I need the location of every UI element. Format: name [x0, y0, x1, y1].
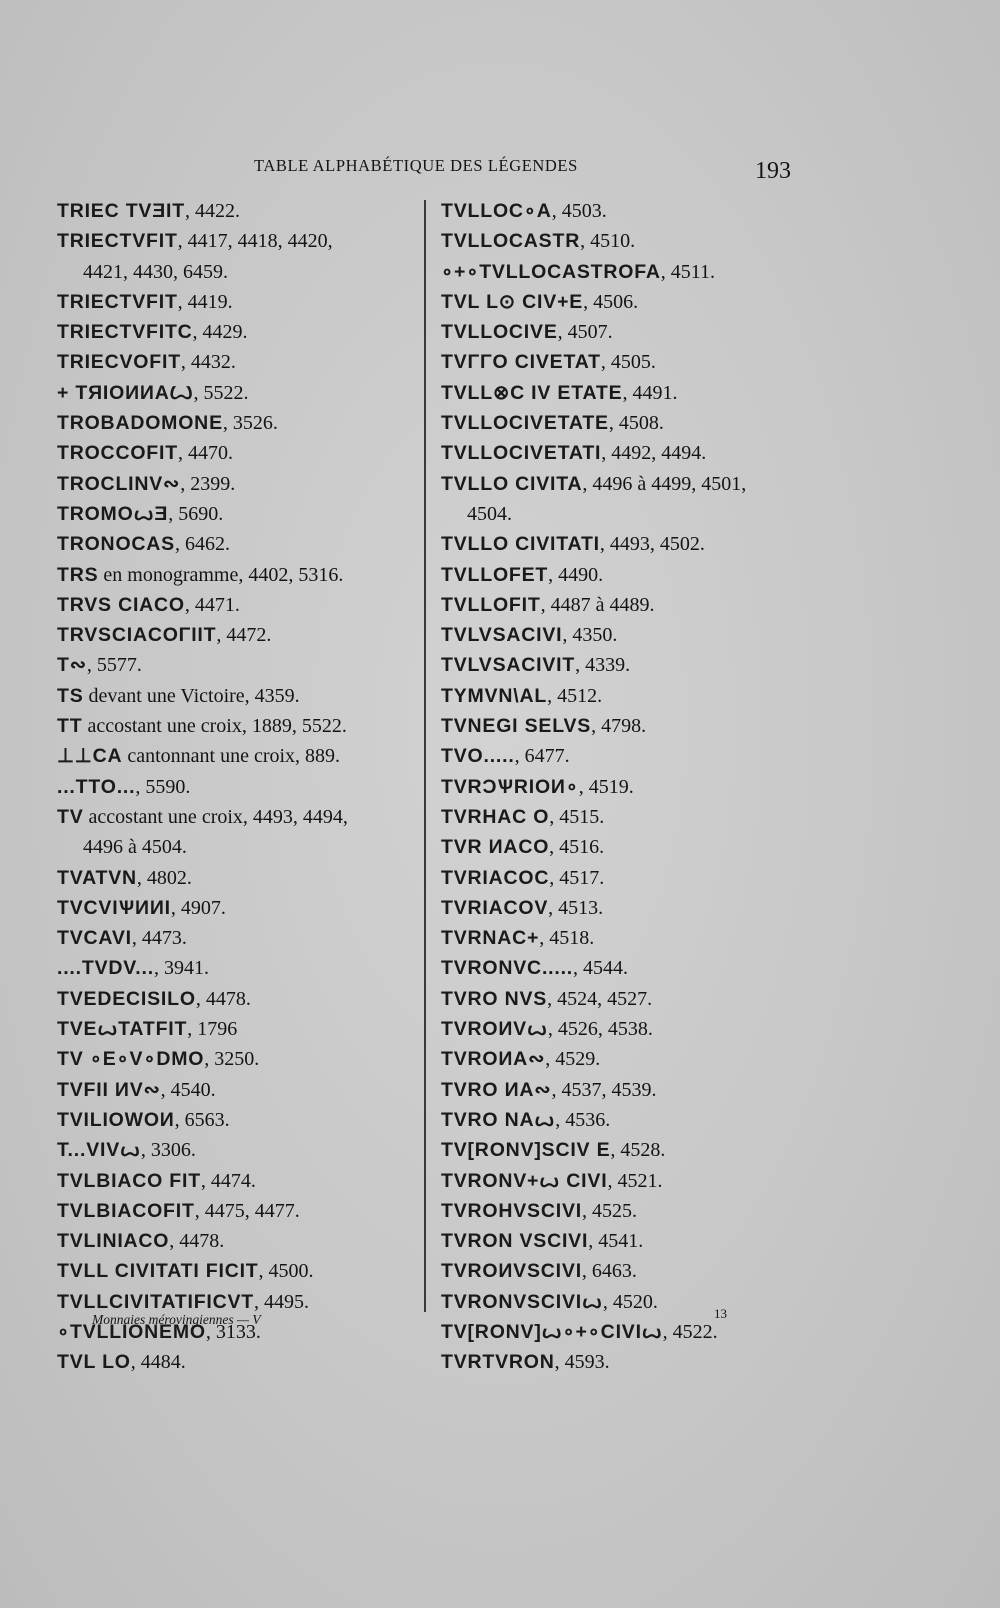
coin-legend: TVLLOCASTR	[441, 230, 581, 253]
index-entry	[441, 529, 821, 559]
entry-references: , 4540.	[160, 1078, 216, 1101]
coin-legend: TVRONVC.....	[441, 957, 574, 980]
index-entry	[441, 832, 821, 862]
coin-legend: TRIECTVFITC	[57, 321, 193, 344]
index-entry	[441, 590, 821, 620]
entry-references: , 5690.	[168, 502, 224, 525]
coin-legend: TVRONV+ꙍ CIVI	[441, 1169, 608, 1192]
entry-references: , 6477.	[514, 745, 570, 768]
printer-signature: Monnaies mérovingiennes — V	[92, 1312, 261, 1327]
entry-references: , 4512.	[547, 684, 603, 707]
coin-legend: ....TVDV...	[57, 957, 154, 980]
index-entry	[441, 923, 821, 953]
column-divider	[424, 200, 426, 1312]
entry-references: , 4505.	[600, 351, 656, 374]
coin-legend: TVRƆѰRIOИ∘	[441, 775, 579, 798]
index-entry	[441, 802, 821, 832]
coin-legend: TVR ИACO	[441, 836, 550, 859]
coin-legend: TVRO NAꙍ	[441, 1108, 556, 1131]
index-entry	[57, 711, 417, 741]
coin-legend: TRVS CIACO	[57, 593, 185, 616]
index-entry	[441, 863, 821, 893]
index-entry	[441, 711, 821, 741]
entry-references: , 4474.	[200, 1169, 256, 1192]
index-entry	[57, 832, 417, 862]
entry-references: , 4507.	[557, 321, 613, 344]
coin-legend: TVLLOCIVETATE	[441, 412, 609, 435]
entry-references: , 3306.	[140, 1139, 196, 1162]
index-entry	[441, 226, 821, 256]
index-entry	[441, 347, 821, 377]
signature-number: 13	[714, 1306, 727, 1321]
entry-references: , 4524, 4527.	[547, 987, 653, 1010]
entry-references: , 4422.	[184, 200, 240, 222]
entry-references: , 4473.	[131, 927, 187, 950]
index-entry	[57, 1256, 417, 1286]
coin-legend: ∘TVLLIONEMO	[57, 1320, 206, 1343]
entry-references: , 4521.	[607, 1169, 663, 1192]
entry-references: , 3250.	[204, 1048, 260, 1071]
coin-legend: TYMVN\AL	[441, 684, 548, 707]
coin-legend: TVRTVRON	[441, 1351, 555, 1374]
coin-legend: TV ∘E∘V∘DMO	[57, 1048, 205, 1071]
entry-references: cantonnant une croix, 889.	[122, 745, 341, 768]
coin-legend: TVO.....	[441, 745, 515, 768]
entry-references: , 4907.	[170, 896, 226, 919]
coin-legend: TVLVSACIVIT	[441, 654, 576, 677]
index-entry	[57, 741, 417, 771]
index-entry	[57, 317, 417, 347]
index-entry	[57, 923, 417, 953]
coin-legend: TRONOCAS	[57, 533, 175, 556]
coin-legend: TVLL CIVITATI FICIT	[57, 1260, 259, 1283]
index-entry	[57, 802, 417, 832]
entry-references: , 4511.	[660, 260, 716, 283]
entry-references: , 4472.	[216, 624, 272, 647]
coin-legend: TVRO NVS	[441, 987, 548, 1010]
entry-references: , 4350.	[562, 624, 618, 647]
entry-references: , 4516.	[549, 836, 605, 859]
coin-legend: TRIECTVFIT	[57, 290, 178, 313]
index-entry	[441, 1166, 821, 1196]
entry-references: accostant une croix, 4493, 4494,	[83, 805, 348, 828]
entry-references: , 4487 à 4489.	[540, 593, 655, 616]
index-entry	[57, 1347, 417, 1377]
coin-legend: ⊥⊥CA	[57, 745, 123, 768]
index-entry	[441, 408, 821, 438]
coin-legend: TS	[57, 684, 84, 707]
coin-legend: TVRHAC O	[441, 805, 550, 828]
entry-references: , 1796	[187, 1018, 238, 1041]
entry-references: , 4537, 4539.	[551, 1078, 657, 1101]
index-entry	[441, 650, 821, 680]
coin-legend: TRS	[57, 563, 99, 586]
coin-legend: TVLL⊗C IV ETATE	[441, 381, 623, 404]
index-entry	[441, 893, 821, 923]
index-entry	[441, 378, 821, 408]
coin-legend: TROCLINV∾	[57, 472, 181, 495]
index-entry	[57, 499, 417, 529]
index-entry	[441, 1075, 821, 1105]
entry-continuation: 4496 à 4504.	[83, 836, 187, 859]
entry-references: , 5522.	[193, 381, 249, 404]
index-entry	[441, 741, 821, 771]
entry-references: , 4541.	[588, 1230, 644, 1253]
entry-references: , 6563.	[174, 1108, 230, 1131]
coin-legend: + TЯIOИИAꙌ	[57, 381, 194, 404]
page-number: 193	[755, 158, 791, 184]
entry-references: , 4506.	[583, 290, 639, 313]
entry-references: , 4593.	[554, 1351, 610, 1374]
coin-legend: TROBADOMONE	[57, 412, 223, 435]
entry-references: , 4544.	[573, 957, 629, 980]
index-entry	[441, 1044, 821, 1074]
entry-references: , 4519.	[578, 775, 634, 798]
index-entry	[57, 1135, 417, 1165]
coin-legend: TROCCOFIT	[57, 442, 178, 465]
index-entry	[441, 620, 821, 650]
coin-legend: TVRIACOC	[441, 866, 550, 889]
coin-legend: TVEDECISILO	[57, 987, 196, 1010]
entry-references: , 4470.	[177, 442, 233, 465]
index-entry	[441, 469, 821, 499]
entry-references: devant une Victoire, 4359.	[83, 684, 300, 707]
index-entry	[441, 1287, 821, 1317]
coin-legend: TRVSCIACOΓIIT	[57, 624, 217, 647]
coin-legend: TVLLOFET	[441, 563, 549, 586]
entry-references: , 4802.	[136, 866, 192, 889]
coin-legend: TVLLCIVITATIFICVT	[57, 1290, 255, 1313]
coin-legend: TVROHVSCIVI	[441, 1199, 582, 1222]
index-entry	[57, 287, 417, 317]
coin-legend: TRIECVOFIT	[57, 351, 181, 374]
index-entry	[441, 1135, 821, 1165]
entry-references: , 4496 à 4499, 4501,	[582, 472, 747, 495]
index-entry	[57, 560, 417, 590]
coin-legend: TVLLOCIVE	[441, 321, 558, 344]
entry-references: , 4515.	[549, 805, 605, 828]
entry-references: , 4526, 4538.	[547, 1018, 653, 1041]
index-entry	[57, 953, 417, 983]
entry-references: , 4529.	[545, 1048, 601, 1071]
coin-legend: TVLLO CIVITA	[441, 472, 583, 495]
entry-references: , 6462.	[174, 533, 230, 556]
index-entry	[57, 196, 417, 226]
entry-references: , 6463.	[581, 1260, 637, 1283]
coin-legend: TV	[57, 805, 84, 828]
entry-references: , 4417, 4418, 4420,	[177, 230, 333, 253]
index-entry	[441, 772, 821, 802]
entry-references: , 2399.	[180, 472, 236, 495]
coin-legend: TVRNAC+	[441, 927, 540, 950]
coin-legend: ...TTO...	[57, 775, 136, 798]
index-entry	[57, 1105, 417, 1135]
entry-references: , 5577.	[86, 654, 142, 677]
entry-references: , 4508.	[608, 412, 664, 435]
coin-legend: TVL L⊙ CIV+E	[441, 290, 584, 313]
coin-legend: TVLBIACO FIT	[57, 1169, 201, 1192]
coin-legend: TVILIOWOИ	[57, 1108, 175, 1131]
entry-references: , 4419.	[177, 290, 233, 313]
coin-legend: TROMOꙍƎ	[57, 502, 169, 525]
index-entry	[441, 681, 821, 711]
entry-references: , 4478.	[169, 1230, 225, 1253]
entry-references: , 4500.	[258, 1260, 314, 1283]
index-entry	[57, 469, 417, 499]
index-entry	[57, 1226, 417, 1256]
index-entry	[441, 1196, 821, 1226]
index-entry	[57, 681, 417, 711]
index-entry	[441, 560, 821, 590]
entry-continuation: 4421, 4430, 6459.	[83, 260, 228, 283]
coin-legend: TVROИVSCIVI	[441, 1260, 582, 1283]
index-entry	[441, 1226, 821, 1256]
entry-references: , 4432.	[180, 351, 236, 374]
index-entry	[441, 1105, 821, 1135]
index-entry	[441, 257, 821, 287]
index-entry	[441, 1317, 821, 1347]
index-entry	[441, 317, 821, 347]
index-entry	[441, 1347, 821, 1377]
index-entry	[57, 438, 417, 468]
entry-continuation: 4504.	[467, 502, 512, 525]
coin-legend: TVRON VSCIVI	[441, 1230, 589, 1253]
index-entry	[57, 408, 417, 438]
entry-references: , 4490.	[548, 563, 604, 586]
running-head: TABLE ALPHABÉTIQUE DES LÉGENDES	[254, 156, 578, 175]
index-entry	[57, 984, 417, 1014]
entry-references: , 4518.	[539, 927, 595, 950]
index-entry	[441, 984, 821, 1014]
coin-legend: TRIECTVFIT	[57, 230, 178, 253]
coin-legend: TVCAVI	[57, 927, 132, 950]
index-entry	[57, 1166, 417, 1196]
index-entry	[57, 226, 417, 256]
entry-references: , 4520.	[602, 1290, 658, 1313]
coin-legend: TVCVIѰИИI	[57, 896, 171, 919]
coin-legend: TVROИVꙍ	[441, 1018, 548, 1041]
coin-legend: TVRONVSCIVIꙍ	[441, 1290, 603, 1313]
entry-references: , 3941.	[153, 957, 209, 980]
index-entry	[57, 378, 417, 408]
entry-references: , 4517.	[549, 866, 605, 889]
entry-references: , 4339.	[575, 654, 631, 677]
coin-legend: TVLINIACO	[57, 1230, 170, 1253]
right-column	[441, 196, 821, 1378]
left-column	[57, 196, 417, 1378]
coin-legend: TV[RONV]ꙍ∘+∘CIVIꙍ	[441, 1320, 663, 1343]
entry-references: , 3133.	[205, 1320, 261, 1343]
index-entry	[441, 438, 821, 468]
coin-legend: T...VIVꙍ	[57, 1139, 141, 1162]
index-entry	[57, 1014, 417, 1044]
coin-legend: TVLLOFIT	[441, 593, 541, 616]
coin-legend: TVROИA∾	[441, 1048, 546, 1071]
index-entry	[57, 620, 417, 650]
index-entry	[441, 953, 821, 983]
coin-legend: TVL LO	[57, 1351, 131, 1374]
entry-references: , 4475, 4477.	[194, 1199, 300, 1222]
index-entry	[441, 1014, 821, 1044]
index-entry	[57, 650, 417, 680]
entry-references: , 4528.	[610, 1139, 666, 1162]
coin-legend: TVNEGI SELVS	[441, 715, 592, 738]
coin-legend: TVRIACOV	[441, 896, 549, 919]
index-entry	[57, 529, 417, 559]
entry-references: , 4525.	[582, 1199, 637, 1222]
entry-references: , 4503.	[551, 200, 607, 222]
index-entry	[441, 196, 821, 226]
entry-references: , 4513.	[548, 896, 604, 919]
entry-references: , 4495.	[254, 1290, 310, 1313]
entry-references: , 4491.	[622, 381, 678, 404]
entry-references: , 4478.	[195, 987, 251, 1010]
index-entry	[57, 257, 417, 287]
entry-references: , 4510.	[580, 230, 636, 253]
entry-references: , 4471.	[184, 593, 240, 616]
index-entry	[57, 1075, 417, 1105]
coin-legend: TVFII ИV∾	[57, 1078, 161, 1101]
coin-legend: TVRO ИA∾	[441, 1078, 552, 1101]
index-entry	[57, 893, 417, 923]
entry-references: , 4536.	[555, 1108, 611, 1131]
index-entry	[57, 863, 417, 893]
index-entry	[441, 287, 821, 317]
entry-references: , 4484.	[130, 1351, 186, 1374]
coin-legend: TVATVN	[57, 866, 137, 889]
entry-references: accostant une croix, 1889, 5522.	[82, 715, 347, 738]
index-entry	[441, 1256, 821, 1286]
index-entry	[441, 499, 821, 529]
entry-references: en monogramme, 4402, 5316.	[98, 563, 344, 586]
coin-legend: TVLVSACIVI	[441, 624, 563, 647]
entry-references: , 4492, 4494.	[601, 442, 707, 465]
coin-legend: TVLBIACOFIT	[57, 1199, 195, 1222]
index-entry	[57, 590, 417, 620]
coin-legend: TVLLOC∘A	[441, 200, 552, 222]
entry-references: , 4798.	[591, 715, 647, 738]
coin-legend: ∘+∘TVLLOCASTROFA	[441, 260, 661, 283]
coin-legend: TT	[57, 715, 83, 738]
entry-references: , 5590.	[135, 775, 191, 798]
index-entry	[57, 1196, 417, 1226]
coin-legend: TVLLO CIVITATI	[441, 533, 600, 556]
coin-legend: T∾	[57, 654, 87, 677]
coin-legend: TVΓΓO CIVETAT	[441, 351, 601, 374]
coin-legend: TVEꙍTATFIT	[57, 1018, 188, 1041]
entry-references: , 4522.	[662, 1320, 718, 1343]
index-entry	[57, 1044, 417, 1074]
coin-legend: TV[RONV]SCIV E	[441, 1139, 611, 1162]
index-entry	[57, 772, 417, 802]
coin-legend: TVLLOCIVETATI	[441, 442, 602, 465]
entry-references: , 4429.	[192, 321, 248, 344]
entry-references: , 4493, 4502.	[599, 533, 705, 556]
index-entry	[57, 347, 417, 377]
entry-references: , 3526.	[222, 412, 278, 435]
coin-legend: TRIEC TVƎIT	[57, 200, 185, 222]
